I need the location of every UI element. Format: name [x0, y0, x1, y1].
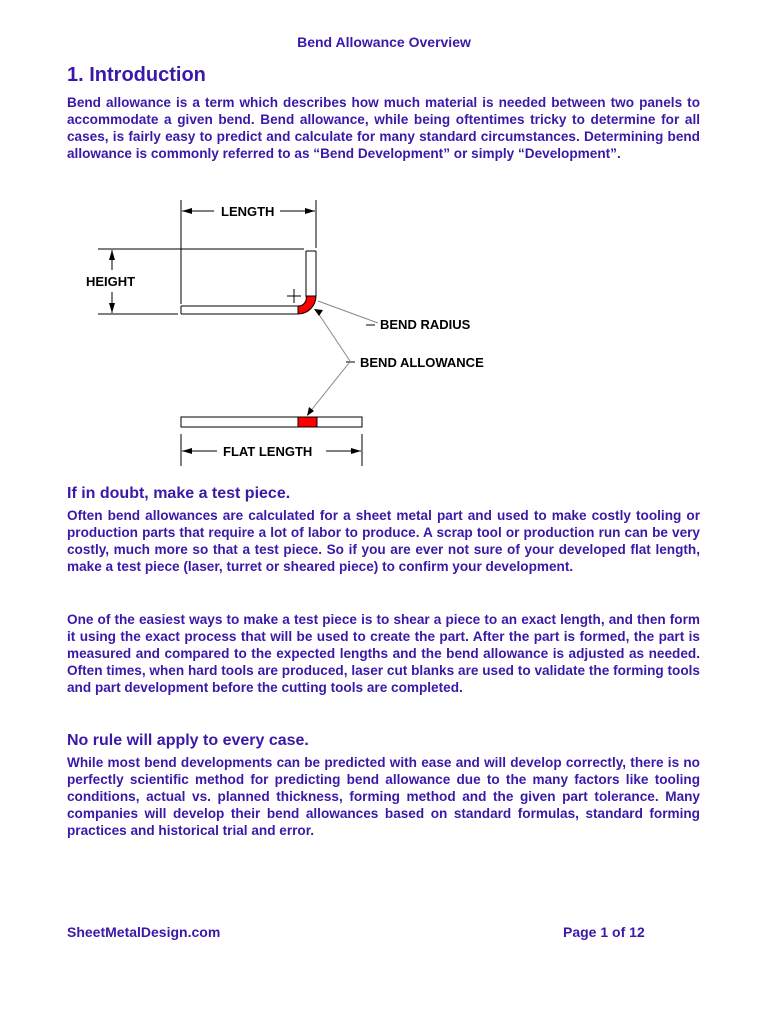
length-arrow-left	[182, 208, 192, 214]
flat-part-outline	[181, 417, 362, 427]
bend-allowance-arrow-upper	[314, 309, 323, 316]
intro-paragraph: Bend allowance is a term which describes how much material is needed between two panels to accommodate a given bend. Bend allowance, while being oftentimes tricky to determine for all cases, is fairly easy to predict and calculate for many standard circumstances. Determining bend allowance is commonly referred to as “Bend Development” or simply “Development”.	[67, 95, 700, 161]
footer-page-of: of	[612, 924, 626, 940]
section-heading-introduction: 1. Introduction	[67, 64, 206, 86]
footer-site-name: SheetMetalDesign.com	[67, 924, 221, 940]
length-arrow-right	[305, 208, 315, 214]
bend-allowance-label: BEND ALLOWANCE	[360, 355, 484, 370]
section-heading-test-piece: If in doubt, make a test piece.	[67, 485, 291, 502]
section-heading-no-rule: No rule will apply to every case.	[67, 732, 309, 749]
page-header-title: Bend Allowance Overview	[297, 34, 471, 50]
bend-allowance-diagram	[0, 190, 768, 480]
bend-allowance-leader-upper	[318, 313, 350, 361]
bend-radius-leader	[318, 301, 378, 323]
footer-page-number	[563, 924, 645, 940]
footer-page-total: 12	[629, 924, 645, 940]
bend-allowance-leader-lower	[309, 363, 349, 413]
test-piece-paragraph-1: Often bend allowances are calculated for a sheet metal part and used to make costly tooling or production parts that require a lot of labor to produce. A scrap tool or production run can be very costly, much more so that a test piece. So if you are ever not sure of your developed flat length, make a test piece (laser, turret or sheared piece) to confirm your development.	[67, 508, 700, 574]
flat-length-arrow-left	[182, 448, 192, 454]
test-piece-paragraph-2: One of the easiest ways to make a test piece is to shear a piece to an exact length, and then form it using the exact process that will be used to create the part. After the part is formed, the part is measured and compared to the expected lengths and the bend allowance is adjusted as needed. Often times, when hard tools are produced, laser cut blanks are used to validate the forming tools and part development before the cutting tools are completed.	[67, 612, 700, 695]
footer-page-label: Page	[563, 924, 597, 940]
height-label: HEIGHT	[86, 274, 136, 289]
length-label: LENGTH	[221, 204, 275, 219]
formed-bend-highlight	[298, 296, 316, 314]
flat-length-label: FLAT LENGTH	[223, 444, 313, 459]
height-arrow-top	[109, 250, 115, 260]
bend-radius-label: BEND RADIUS	[380, 317, 471, 332]
flat-length-arrow-right	[351, 448, 361, 454]
height-arrow-bottom	[109, 303, 115, 313]
footer-page-current: 1	[600, 924, 609, 940]
flat-bend-highlight	[298, 417, 317, 427]
no-rule-paragraph: While most bend developments can be predicted with ease and will develop correctly, there is no perfectly scientific method for predicting bend allowance due to the many factors like tooling conditions, actual vs. planned thickness, forming method and the given part tolerance. Many companies will develop their bend allowances based on standard formulas, standard forming practices and historical trial and error.	[67, 755, 700, 838]
